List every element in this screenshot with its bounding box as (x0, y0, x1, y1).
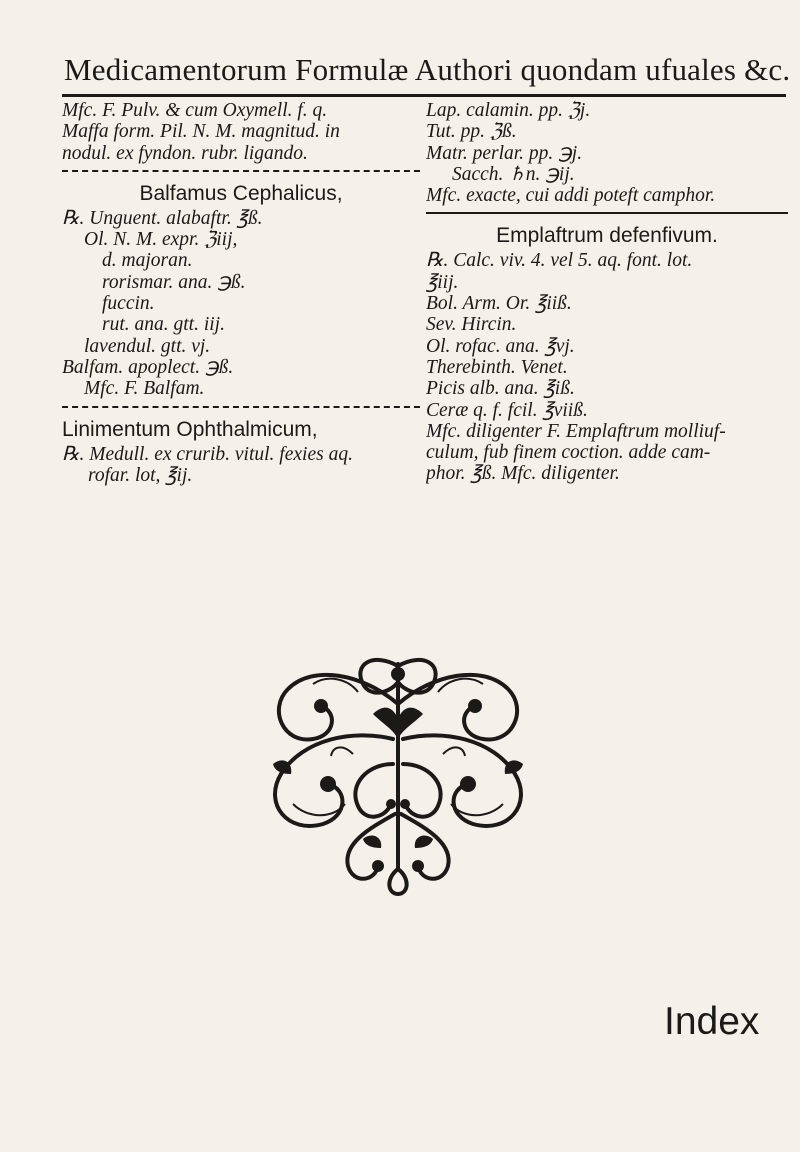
text-line: Mfc. F. Balfam. (84, 378, 205, 400)
text-line: ℞. Unguent. alabaftr. ℥ß. (62, 207, 263, 229)
right-column (426, 100, 788, 485)
recipe-title-liniment: Linimentum Ophthalmicum, (62, 417, 318, 441)
text-line: Mfc. diligenter F. Emplaftrum molliuf- (426, 420, 726, 442)
text-line: Mfc. F. Pulv. & cum Oxymell. f. q. (62, 100, 328, 121)
section-divider (62, 170, 420, 172)
text-line: fuccin. (102, 293, 155, 315)
text-line: Mfc. exacte, cui addi poteft camphor. (426, 185, 716, 207)
text-line: Bol. Arm. Or. ℥iiß. (426, 293, 572, 315)
running-head: Medicamentorum Formulæ Authori quondam ufuales &c. (64, 52, 791, 87)
text-line: Therebinth. Venet. (426, 356, 568, 378)
text-line: Picis alb. ana. ℥iß. (426, 378, 575, 400)
head-rule (62, 94, 786, 97)
text-line: culum, fub finem coction. adde cam- (426, 442, 711, 464)
text-line: ℞. Calc. viv. 4. vel 5. aq. font. lot. (426, 250, 693, 272)
text-line: ℥iij. (426, 271, 459, 293)
section-divider (426, 212, 788, 214)
text-line: rut. ana. gtt. iij. (102, 314, 225, 336)
left-column (62, 100, 420, 486)
text-line: d. majoran. (102, 250, 193, 272)
text-line: lavendul. gtt. vj. (84, 335, 211, 357)
text-line: Balfam. apoplect. ℈ß. (62, 356, 234, 378)
text-line: Sacch. ♄n. ℈ij. (452, 163, 575, 185)
text-line: Lap. calamin. pp. ℨj. (426, 100, 591, 121)
text-line: ℞. Medull. ex crurib. vitul. fexies aq. (62, 443, 353, 465)
text-line: rofar. lot, ℥ij. (88, 464, 193, 486)
text-line: Ceræ q. f. fcil. ℥viiß. (426, 399, 588, 421)
recipe-title-balsam: Balfamus Cephalicus, (139, 181, 343, 205)
floral-scroll-ornament-icon (253, 644, 543, 896)
text-line: Matr. perlar. pp. ℈j. (426, 142, 583, 164)
text-line: Tut. pp. ℨß. (426, 121, 517, 143)
text-line: Ol. rofac. ana. ℥vj. (426, 335, 575, 357)
text-line: Maffa form. Pil. N. M. magnitud. in (62, 121, 340, 143)
recipe-title-emplastrum: Emplaftrum defenfivum. (496, 224, 718, 248)
text-line: Ol. N. M. expr. ℨiij, (84, 229, 238, 251)
catchword: Index (664, 1000, 760, 1043)
text-line: rorismar. ana. ℈ß. (102, 271, 246, 293)
section-divider (62, 406, 420, 408)
text-line: Sev. Hircin. (426, 314, 517, 336)
text-line: nodul. ex fyndon. rubr. ligando. (62, 142, 308, 164)
text-line: phor. ℥ß. Mfc. diligenter. (426, 463, 620, 485)
